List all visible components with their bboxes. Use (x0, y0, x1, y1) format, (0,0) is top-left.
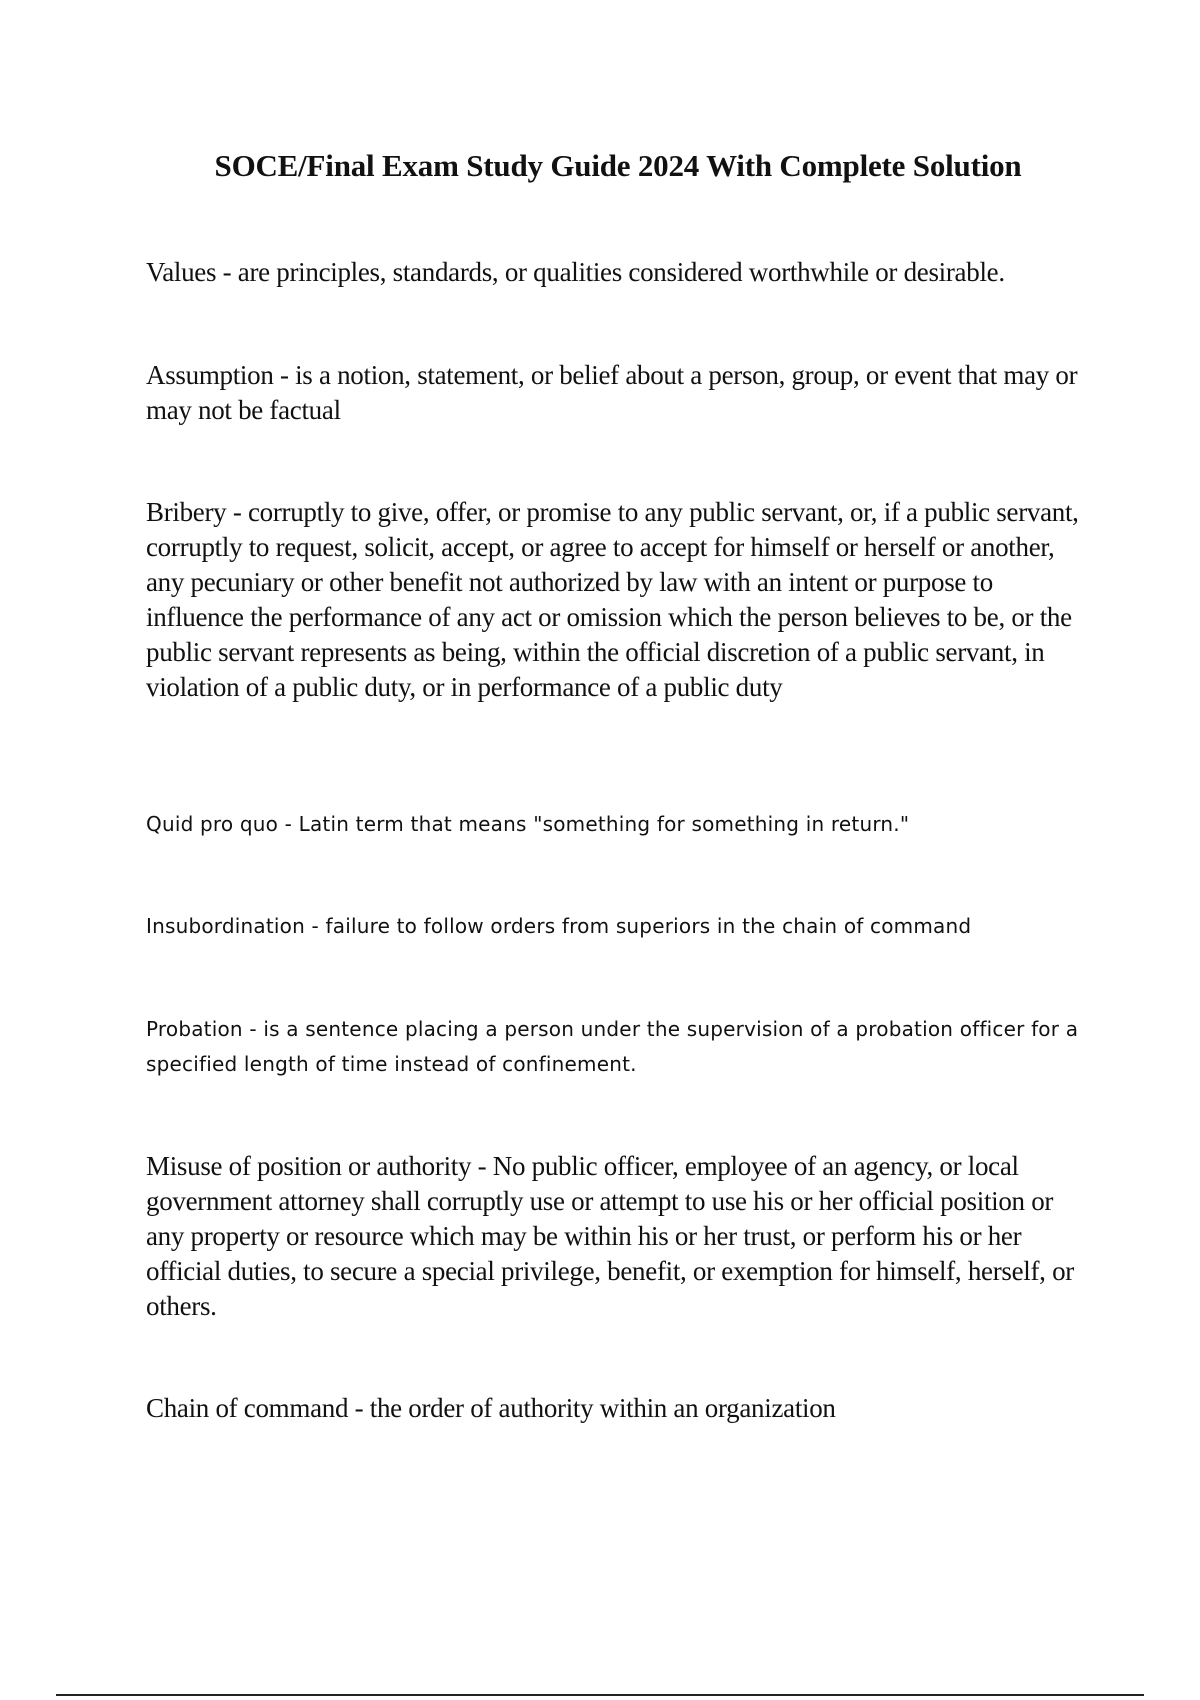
definition-values: Values - are principles, standards, or qualities considered worthwhile or desirable. (146, 257, 1005, 287)
definition-assumption: Assumption - is a notion, statement, or belief about a person, group, or event that may or may not be factual (146, 360, 1078, 425)
definition-misuse-of-position: Misuse of position or authority - No public officer, employee of an agency, or local government attorney shall corruptly use or attempt to use his or her official position or any property or resource which may be within his or her trust, or perform his or her official duties, to secure a special privilege, benefit, or exemption for himself, herself, or others. (146, 1151, 1074, 1321)
bottom-rule (56, 1694, 1144, 1696)
definition-probation: Probation - is a sentence placing a person under the supervision of a probation officer for a specified length of time instead of confinement. (146, 1017, 1079, 1076)
definition-chain-of-command: Chain of command - the order of authority within an organization (146, 1393, 836, 1423)
definition-quid-pro-quo: Quid pro quo - Latin term that means "something for something in return." (146, 812, 910, 836)
document-title: SOCE/Final Exam Study Guide 2024 With Complete Solution (214, 148, 1022, 183)
definition-insubordination: Insubordination - failure to follow orders from superiors in the chain of command (146, 914, 972, 938)
definition-bribery: Bribery - corruptly to give, offer, or promise to any public servant, or, if a public servant, corruptly to request, solicit, accept, or agree to accept for himself or herself or another, any pecuniary or other benefit not authorized by law with an intent or purpose to influence the performance of any act or omission which the person believes to be, or the public servant represents as being, within the official discretion of a public servant, in violation of a public duty, or in performance of a public duty (146, 497, 1079, 702)
